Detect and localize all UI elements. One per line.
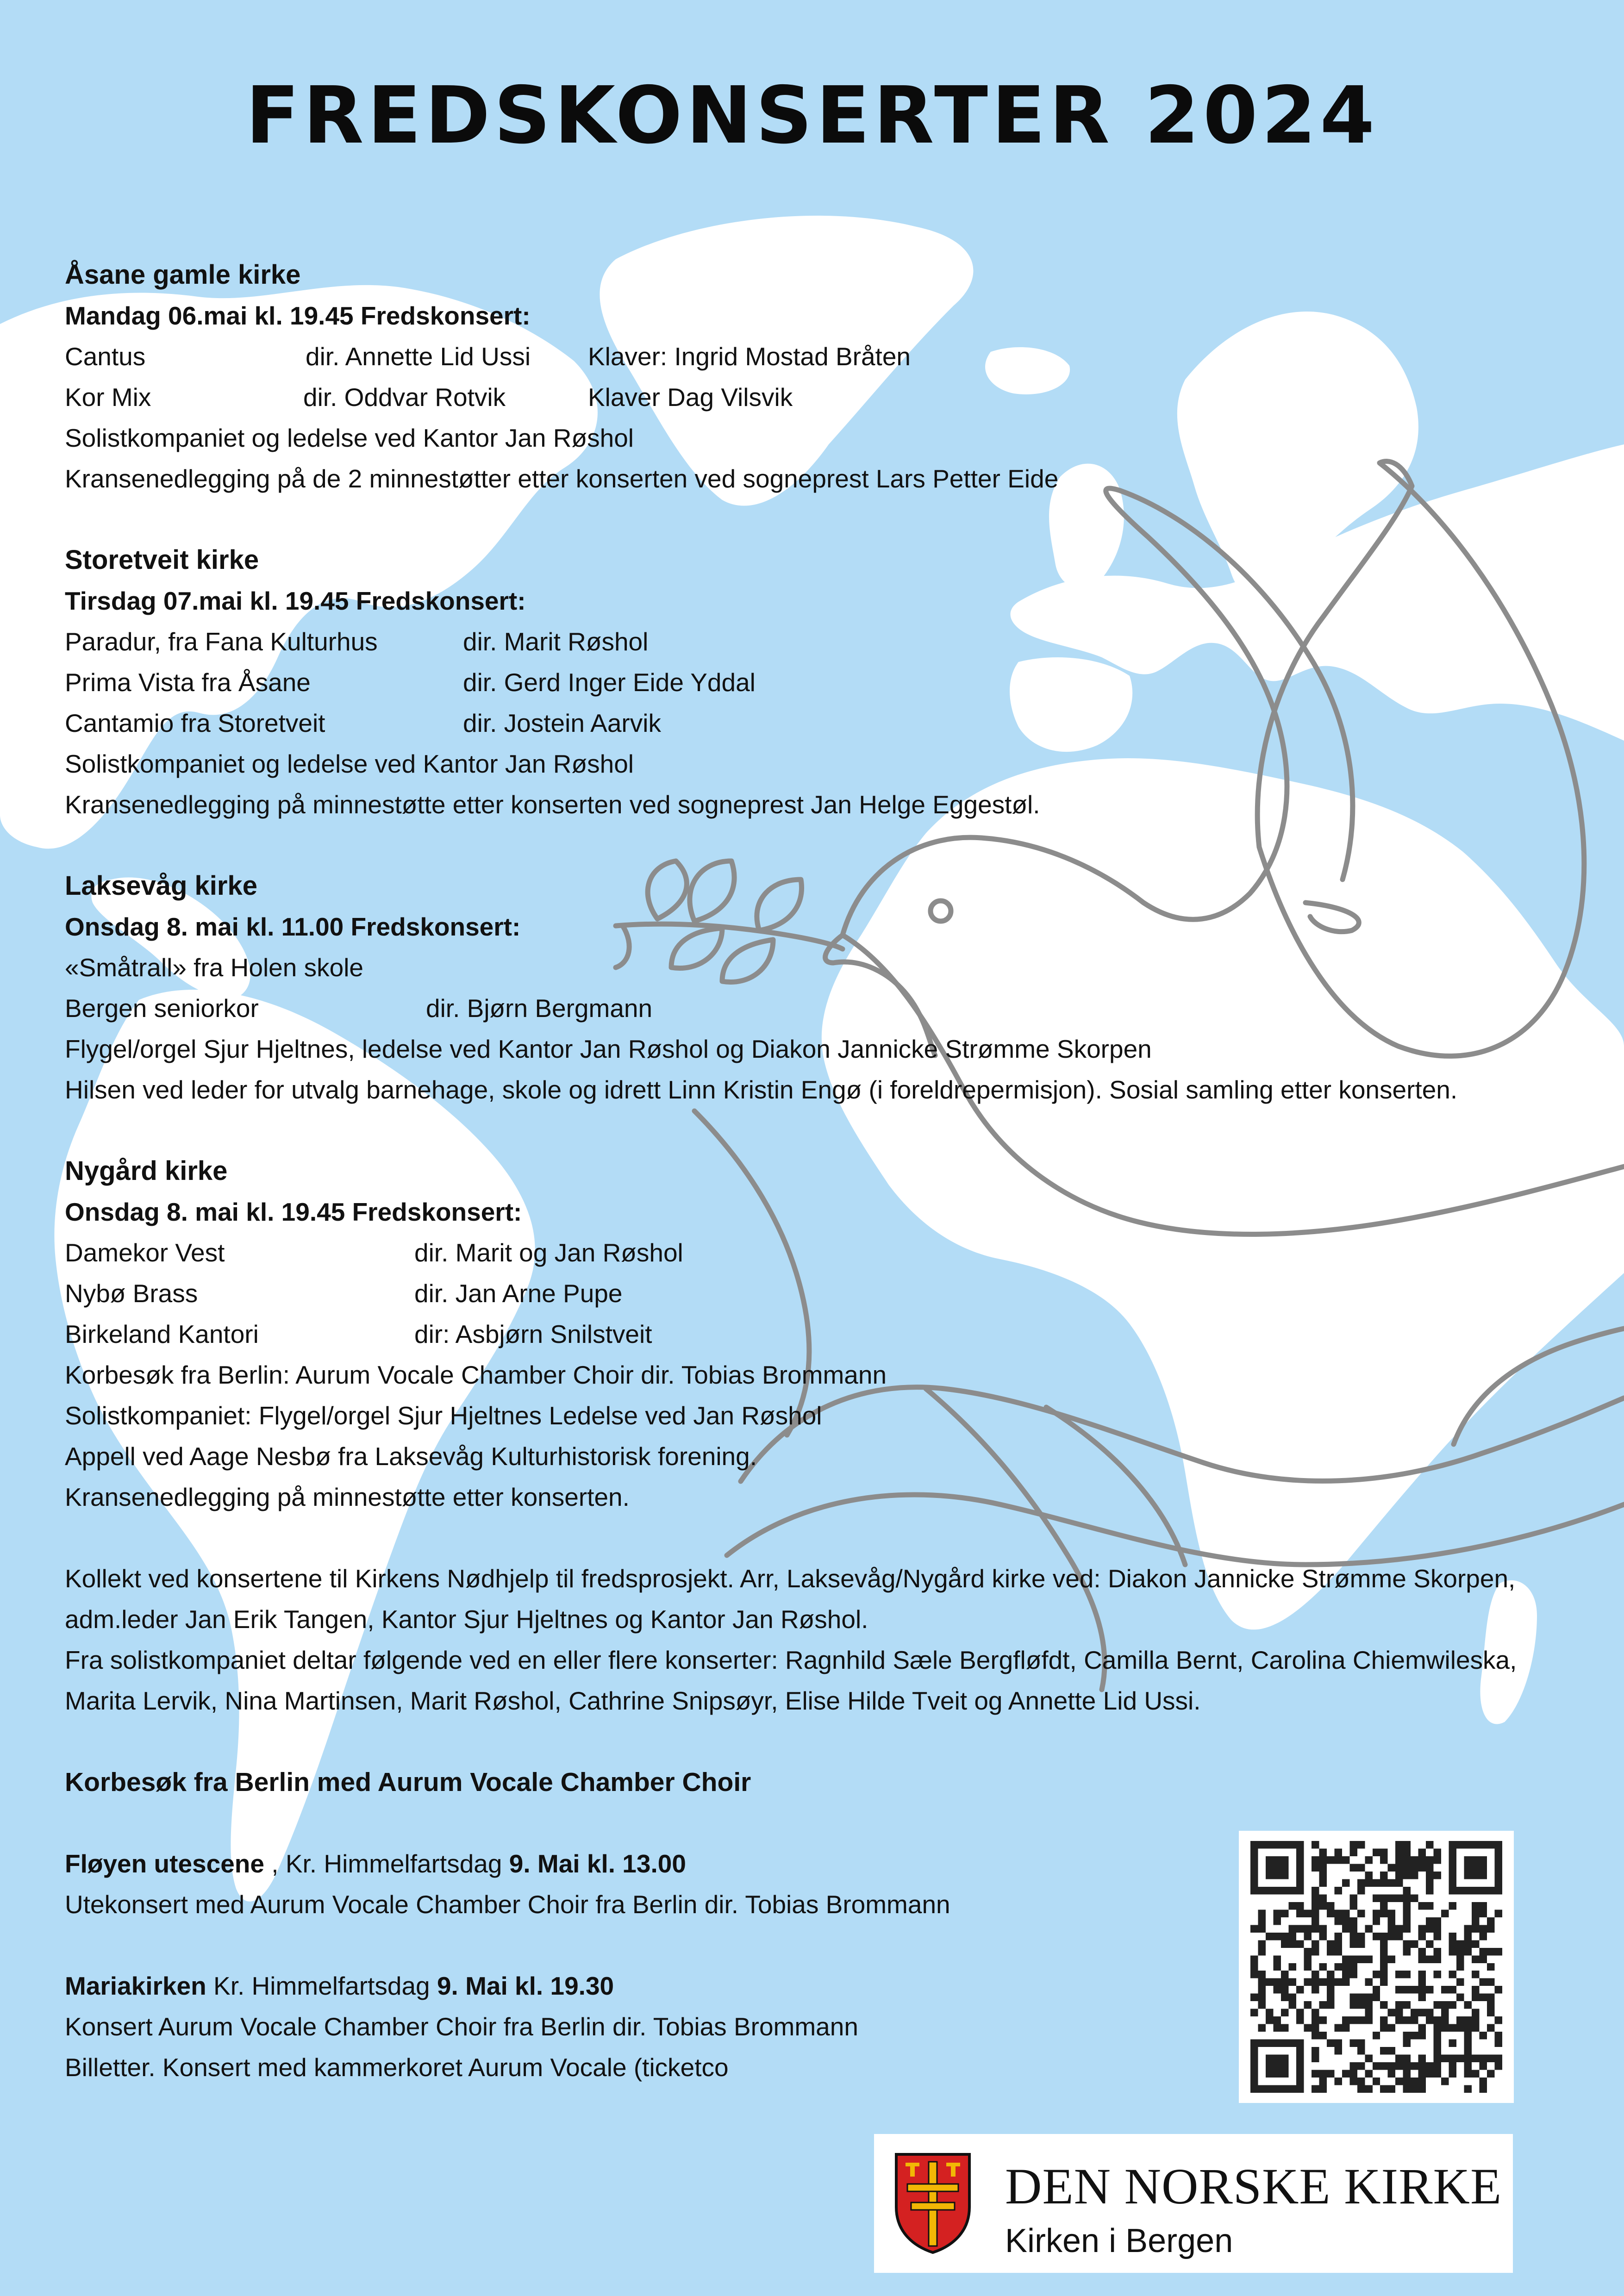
conductor: dir. Gerd Inger Eide Yddal: [463, 668, 756, 697]
church-name: Storetveit kirke: [65, 545, 259, 575]
conductor: dir. Marit Røshol: [463, 627, 649, 656]
performer-name: Birkeland Kantori: [65, 1320, 259, 1348]
conductor: dir. Marit og Jan Røshol: [414, 1238, 683, 1267]
conductor: dir: Asbjørn Snilstveit: [414, 1320, 652, 1348]
performer-row: [65, 988, 1569, 1029]
performer-name: Paradur, fra Fana Kulturhus: [65, 627, 378, 656]
conductor: dir. Annette Lid Ussi: [306, 342, 531, 371]
performer-row: [65, 336, 1569, 377]
performer-row: [65, 621, 1569, 662]
performer-name: Cantus: [65, 342, 146, 371]
performer-name: Prima Vista fra Åsane: [65, 668, 311, 697]
section-note: Flygel/orgel Sjur Hjeltnes, ledelse ved Kantor Jan Røshol og Diakon Jannicke Strømme Skorpen: [65, 1035, 1152, 1063]
section-note: Kransenedlegging på minnestøtte etter konserten ved sogneprest Jan Helge Eggestøl.: [65, 790, 1040, 819]
logo-name: DEN NORSKE KIRKE: [1005, 2158, 1502, 2215]
page-title: FREDSKONSERTER 2024: [245, 70, 1379, 162]
concert-date: Onsdag 8. mai kl. 19.45 Fredskonsert:: [65, 1198, 522, 1226]
venue-name: Mariakirken: [65, 1972, 206, 2000]
section-note: Hilsen ved leder for utvalg barnehage, skole og idrett Linn Kristin Engø (i foreldrepermisjon). Sosial samling etter konserten.: [65, 1075, 1458, 1104]
qr-code[interactable]: [1239, 1831, 1514, 2103]
event-description: Konsert Aurum Vocale Chamber Choir fra Berlin dir. Tobias Brommann: [65, 2012, 858, 2041]
event-time: 9. Mai kl. 19.30: [437, 1972, 614, 2000]
solists-info: Fra solistkompaniet deltar følgende ved en eller flere konserter: Ragnhild Sæle Bergfløfdt, Camilla Bernt, Carolina Chiemwileska, Marita Lervik, Nina Martinsen, Marit Røshol, Cathrine Snipsøyr, Elise Hilde Tveit og Annette Lid Ussi.: [65, 1646, 1517, 1715]
church-name: Laksevåg kirke: [65, 871, 257, 901]
conductor: dir. Jostein Aarvik: [463, 709, 661, 737]
concert-date: Tirsdag 07.mai kl. 19.45 Fredskonsert:: [65, 586, 526, 615]
section-note: «Småtrall» fra Holen skole: [65, 953, 364, 982]
section-note: Solistkompaniet og ledelse ved Kantor Jan Røshol: [65, 749, 634, 778]
venue-name: Fløyen utescene: [65, 1849, 264, 1878]
performer-name: Nybø Brass: [65, 1279, 198, 1308]
performer-name: Kor Mix: [65, 383, 151, 412]
performer-row: [65, 1232, 1569, 1273]
conductor: dir. Jan Arne Pupe: [414, 1279, 623, 1308]
berlin-heading: Korbesøk fra Berlin med Aurum Vocale Chamber Choir: [65, 1767, 751, 1797]
ticket-info: Billetter. Konsert med kammerkoret Aurum Vocale (ticketco: [65, 2053, 729, 2082]
church-name: Åsane gamle kirke: [65, 260, 301, 290]
concert-program: [65, 255, 1569, 2088]
event-description: Utekonsert med Aurum Vocale Chamber Choir fra Berlin dir. Tobias Brommann: [65, 1890, 950, 1919]
performer-name: Cantamio fra Storetveit: [65, 709, 325, 737]
accompanist: Klaver Dag Vilsvik: [588, 383, 793, 412]
section-note: Korbesøk fra Berlin: Aurum Vocale Chamber Choir dir. Tobias Brommann: [65, 1360, 887, 1389]
performer-row: [65, 1314, 1569, 1354]
conductor: dir. Bjørn Bergmann: [426, 994, 653, 1023]
shield-cross-icon: [893, 2152, 972, 2255]
section-note: Kransenedlegging på minnestøtte etter konserten.: [65, 1483, 630, 1511]
event-day: , Kr. Himmelfartsdag: [264, 1849, 509, 1878]
performer-row: [65, 703, 1569, 743]
accompanist: Klaver: Ingrid Mostad Bråten: [588, 342, 911, 371]
section-note: Kransenedlegging på de 2 minnestøtter etter konserten ved sogneprest Lars Petter Eide: [65, 464, 1059, 493]
concert-date: Onsdag 8. mai kl. 11.00 Fredskonsert:: [65, 912, 521, 941]
event-day: Kr. Himmelfartsdag: [206, 1972, 437, 2000]
concert-date: Mandag 06.mai kl. 19.45 Fredskonsert:: [65, 301, 531, 330]
performer-name: Bergen seniorkor: [65, 994, 259, 1023]
performer-row: [65, 662, 1569, 703]
section-note: Solistkompaniet og ledelse ved Kantor Jan Røshol: [65, 424, 634, 452]
event-time: 9. Mai kl. 13.00: [509, 1849, 686, 1878]
performer-row: [65, 377, 1569, 418]
performer-row: [65, 1273, 1569, 1314]
section-note: Solistkompaniet: Flygel/orgel Sjur Hjeltnes Ledelse ved Jan Røshol: [65, 1401, 822, 1430]
kollekt-info: Kollekt ved konsertene til Kirkens Nødhjelp til fredsprosjekt. Arr, Laksevåg/Nygård kirke ved: Diakon Jannicke Strømme Skorpen, adm.leder Jan Erik Tangen, Kantor Sjur Hjeltnes og Kantor Jan Røshol.: [65, 1564, 1516, 1634]
logo-subtitle: Kirken i Bergen: [1005, 2222, 1233, 2259]
conductor: dir. Oddvar Rotvik: [303, 383, 506, 412]
section-note: Appell ved Aage Nesbø fra Laksevåg Kulturhistorisk forening.: [65, 1442, 757, 1471]
church-name: Nygård kirke: [65, 1156, 228, 1186]
church-logo: [874, 2134, 1513, 2273]
performer-name: Damekor Vest: [65, 1238, 225, 1267]
qr-code-icon: [1249, 1841, 1504, 2093]
